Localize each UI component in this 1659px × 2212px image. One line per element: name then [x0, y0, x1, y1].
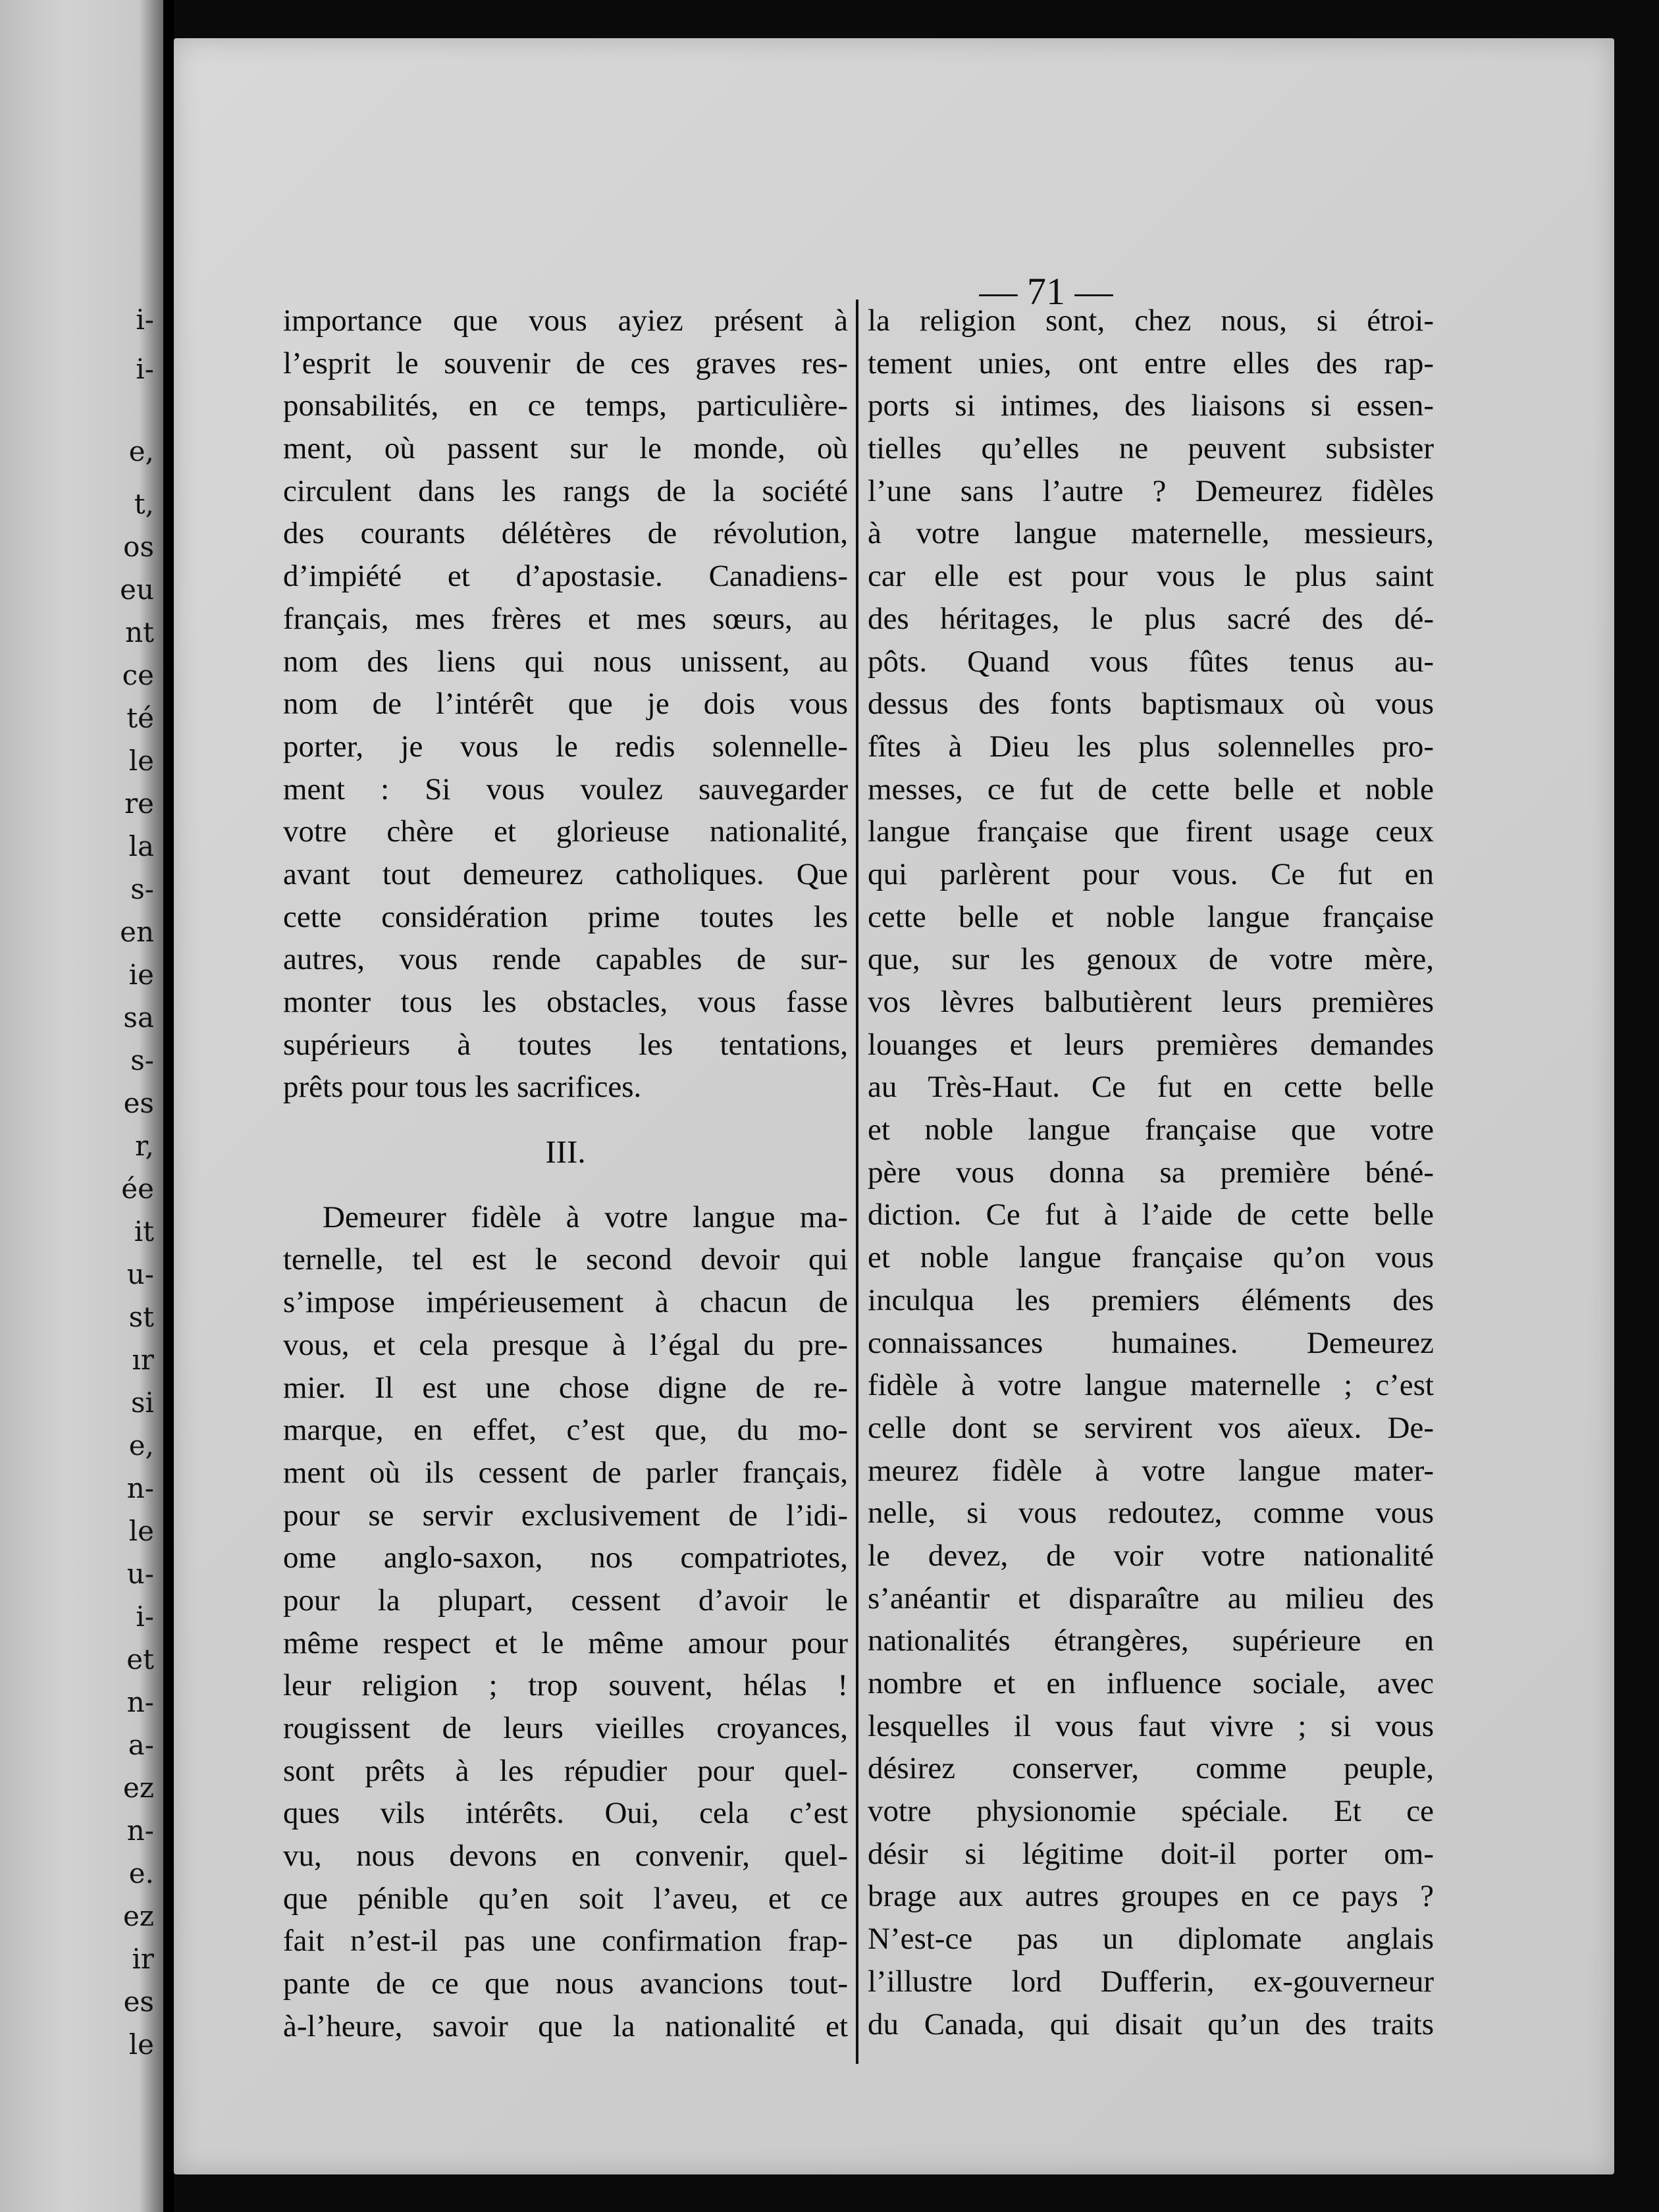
text-line: ment : Si vous voulez sauvegarder	[283, 772, 848, 806]
text-line: du Canada, qui disait qu’un des traits	[868, 2007, 1434, 2041]
text-line: s’anéantir et disparaître au milieu des	[868, 1581, 1434, 1616]
text-line: langue française que firent usage ceux	[868, 814, 1434, 849]
facing-page-text-fragment: os	[123, 531, 154, 563]
facing-page-text-fragment: ce	[122, 659, 154, 691]
text-line: tement unies, ont entre elles des rap-	[868, 346, 1434, 381]
facing-page-text-fragment: i-	[136, 353, 154, 385]
text-line: Demeurer fidèle à votre langue ma-	[323, 1199, 848, 1234]
text-line: ports si intimes, des liaisons si essen-	[868, 388, 1434, 423]
facing-page-text-fragment: it	[134, 1215, 154, 1248]
facing-page-text-fragment: en	[120, 916, 154, 948]
facing-page-text-fragment: n-	[126, 1814, 154, 1847]
text-line: fait n’est-il pas une confirmation frap-	[283, 1924, 848, 1959]
text-line: pour se servir exclusivement de l’idi-	[283, 1498, 848, 1533]
facing-page-text-fragment: t,	[134, 488, 154, 520]
text-line: N’est-ce pas un diplomate anglais	[868, 1922, 1434, 1957]
facing-page-text-fragment: le	[128, 745, 154, 777]
facing-page-text-fragment: la	[128, 830, 154, 862]
text-line: à votre langue maternelle, messieurs,	[868, 516, 1434, 551]
text-line: tielles qu’elles ne peuvent subsister	[868, 431, 1434, 466]
text-line: autres, vous rende capables de sur-	[283, 942, 848, 977]
text-line: et noble langue française qu’on vous	[868, 1240, 1434, 1275]
facing-page-text-fragment: ez	[123, 1900, 154, 1932]
facing-page-text-fragment: u-	[126, 1558, 154, 1590]
text-line: fîtes à Dieu les plus solennelles pro-	[868, 729, 1434, 764]
facing-page-text-fragment: n-	[126, 1686, 154, 1718]
left-text-column	[283, 300, 848, 2048]
text-line: meurez fidèle à votre langue mater-	[868, 1453, 1434, 1488]
text-line: la religion sont, chez nous, si étroi-	[868, 303, 1434, 338]
text-line: s’impose impérieusement à chacun de	[283, 1285, 848, 1320]
facing-page-text-fragment: u-	[126, 1258, 154, 1290]
facing-page-text-fragment: r,	[135, 1130, 154, 1162]
facing-page-text-fragment: i-	[136, 1600, 154, 1633]
right-text-column	[868, 300, 1434, 2045]
facing-page-text-fragment: ır	[132, 1344, 154, 1376]
facing-page-text-fragment: ir	[132, 1943, 154, 1975]
text-line: français, mes frères et mes sœurs, au	[283, 601, 848, 636]
text-line: pante de ce que nous avancions tout-	[283, 1966, 848, 2001]
facing-page-text-fragment: e,	[128, 1429, 154, 1462]
text-line: celle dont se servirent vos aïeux. De-	[868, 1410, 1434, 1445]
text-line: fidèle à votre langue maternelle ; c’est	[868, 1368, 1434, 1403]
text-line: circulent dans les rangs de la société	[283, 473, 848, 508]
text-line: cette considération prime toutes les	[283, 899, 848, 934]
facing-page-text-fragment: s-	[130, 873, 154, 905]
facing-page-text-fragment: e,	[128, 435, 154, 467]
text-line: désir si légitime doit-il porter om-	[868, 1836, 1434, 1871]
text-line: père vous donna sa première béné-	[868, 1155, 1434, 1190]
facing-page-text-fragment: eu	[120, 573, 154, 606]
text-line: l’une sans l’autre ? Demeurez fidèles	[868, 473, 1434, 508]
text-line: et noble langue française que votre	[868, 1113, 1434, 1147]
text-line: d’impiété et d’apostasie. Canadiens-	[283, 559, 848, 594]
text-line: nombre et en influence sociale, avec	[868, 1666, 1434, 1700]
text-line: connaissances humaines. Demeurez	[868, 1325, 1434, 1360]
text-line: monter tous les obstacles, vous fasse	[283, 985, 848, 1019]
text-line: nelle, si vous redoutez, comme vous	[868, 1496, 1434, 1531]
text-line: des héritages, le plus sacré des dé-	[868, 601, 1434, 636]
text-line: votre chère et glorieuse nationalité,	[283, 814, 848, 849]
text-line: vos lèvres balbutièrent leurs premières	[868, 985, 1434, 1019]
facing-page-text-fragment: st	[128, 1301, 154, 1333]
text-line: mier. Il est une chose digne de re-	[283, 1370, 848, 1405]
text-line: pôts. Quand vous fûtes tenus au-	[868, 644, 1434, 679]
facing-page-text-fragment: ée	[121, 1172, 154, 1205]
text-line: rougissent de leurs vieilles croyances,	[283, 1711, 848, 1745]
text-line: prêts pour tous les sacrifices.	[283, 1070, 642, 1105]
text-line: des courants délétères de révolution,	[283, 516, 848, 551]
text-line: l’illustre lord Dufferin, ex-gouverneur	[868, 1964, 1434, 1999]
facing-page-text-fragment: le	[128, 1515, 154, 1547]
text-line: même respect et le même amour pour	[283, 1625, 848, 1660]
facing-page-text-fragment: e.	[128, 1857, 154, 1889]
facing-page-text-fragment: et	[126, 1643, 154, 1675]
facing-page-text-fragment: ez	[123, 1772, 154, 1804]
column-divider	[856, 300, 858, 2064]
text-line: que, sur les genoux de votre mère,	[868, 942, 1434, 977]
text-line: car elle est pour vous le plus saint	[868, 559, 1434, 594]
text-line: ment, où passent sur le monde, où	[283, 431, 848, 466]
facing-page-text-fragment: s-	[130, 1044, 154, 1076]
text-line: l’esprit le souvenir de ces graves res-	[283, 346, 848, 381]
text-line: marque, en effet, c’est que, du mo-	[283, 1413, 848, 1448]
text-line: ome anglo-saxon, nos compatriotes,	[283, 1540, 848, 1575]
text-line: ternelle, tel est le second devoir qui	[283, 1242, 848, 1277]
facing-page-text-fragment: sa	[123, 1001, 154, 1034]
text-line: votre physionomie spéciale. Et ce	[868, 1794, 1434, 1829]
text-line: brage aux autres groupes en ce pays ?	[868, 1879, 1434, 1914]
facing-page-edge	[0, 0, 163, 2212]
section-heading: III.	[545, 1134, 586, 1171]
facing-page-text-fragment: nt	[125, 616, 154, 648]
facing-page-text-fragment: re	[124, 787, 154, 820]
facing-page-text-fragment: ie	[128, 959, 154, 991]
text-line: importance que vous ayiez présent à	[283, 303, 848, 338]
text-line: supérieurs à toutes les tentations,	[283, 1027, 848, 1062]
facing-page-text-fragment: es	[123, 1986, 154, 2018]
text-line: désirez conserver, comme peuple,	[868, 1751, 1434, 1786]
text-line: ponsabilités, en ce temps, particulière-	[283, 388, 848, 423]
text-line: qui parlèrent pour vous. Ce fut en	[868, 856, 1434, 891]
text-line: ques vils intérêts. Oui, cela c’est	[283, 1796, 848, 1831]
text-line: que pénible qu’en soit l’aveu, et ce	[283, 1881, 848, 1916]
text-line: nationalités étrangères, supérieure en	[868, 1623, 1434, 1658]
text-line: nom des liens qui nous unissent, au	[283, 644, 848, 679]
facing-page-text-fragment: a-	[128, 1729, 154, 1761]
text-line: dessus des fonts baptismaux où vous	[868, 687, 1434, 722]
page-number: — 71 —	[979, 270, 1113, 313]
facing-page-text-fragment: le	[128, 2028, 154, 2061]
text-line: vous, et cela presque à l’égal du pre-	[283, 1327, 848, 1362]
text-line: inculqua les premiers éléments des	[868, 1282, 1434, 1317]
text-line: le devez, de voir votre nationalité	[868, 1538, 1434, 1573]
facing-page-text-fragment: si	[131, 1386, 154, 1419]
text-line: au Très-Haut. Ce fut en cette belle	[868, 1070, 1434, 1105]
text-line: messes, ce fut de cette belle et noble	[868, 772, 1434, 806]
text-line: lesquelles il vous faut vivre ; si vous	[868, 1708, 1434, 1743]
text-line: vu, nous devons en convenir, quel-	[283, 1839, 848, 1874]
text-line: porter, je vous le redis solennelle-	[283, 729, 848, 764]
text-line: nom de l’intérêt que je dois vous	[283, 687, 848, 722]
text-line: pour la plupart, cessent d’avoir le	[283, 1583, 848, 1618]
text-line: leur religion ; trop souvent, hélas !	[283, 1668, 848, 1703]
text-line: louanges et leurs premières demandes	[868, 1027, 1434, 1062]
text-line: ment où ils cessent de parler français,	[283, 1455, 848, 1490]
facing-page-text-fragment: n-	[126, 1472, 154, 1504]
text-line: diction. Ce fut à l’aide de cette belle	[868, 1198, 1434, 1232]
text-line: avant tout demeurez catholiques. Que	[283, 856, 848, 891]
facing-page-text-fragment: i-	[136, 303, 154, 336]
text-line: cette belle et noble langue française	[868, 899, 1434, 934]
text-line: sont prêts à les répudier pour quel-	[283, 1753, 848, 1788]
facing-page-text-fragment: es	[123, 1087, 154, 1119]
facing-page-text-fragment: té	[126, 702, 154, 734]
text-line: à-l’heure, savoir que la nationalité et	[283, 2009, 848, 2043]
page-gutter	[163, 0, 174, 2212]
